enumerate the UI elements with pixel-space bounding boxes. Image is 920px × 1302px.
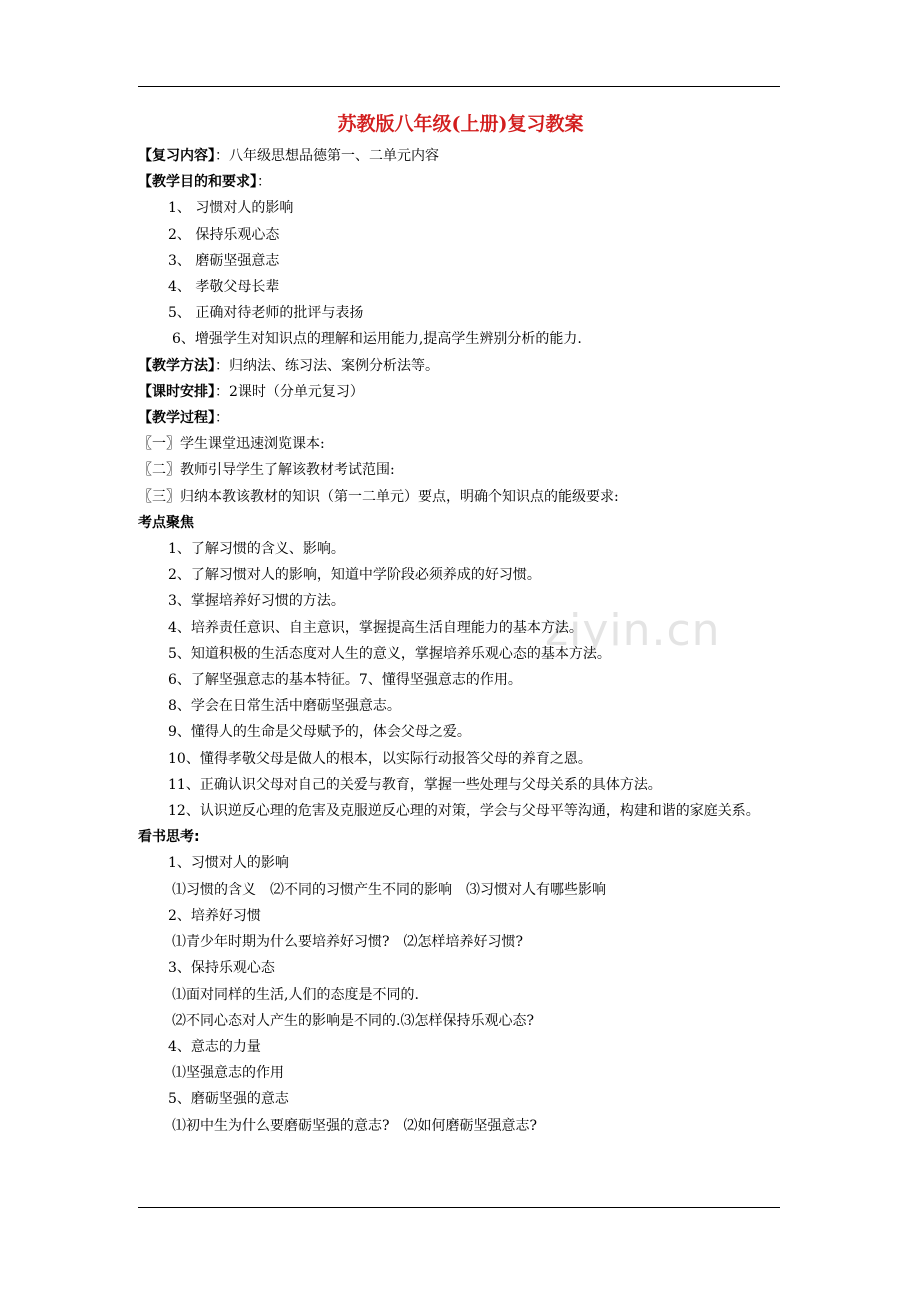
focus-item: 6、了解坚强意志的基本特征。7、懂得坚强意志的作用。: [168, 672, 522, 689]
reading-question: ⑶习惯对人有哪些影响: [466, 881, 606, 898]
reading-question: ⑴初中生为什么要磨砺坚强的意志?: [172, 1117, 390, 1134]
reading-question: ⑵不同心态对人产生的影响是不同的.⑶怎样保持乐观心态?: [172, 1012, 534, 1029]
focus-item: 5、知道积极的生活态度对人生的意义，掌握培养乐观心态的基本方法。: [168, 645, 611, 662]
reading-topic: 3、保持乐观心态: [168, 960, 275, 977]
focus-item: 2、了解习惯对人的影响，知道中学阶段必须养成的好习惯。: [168, 567, 541, 584]
review-content-line: [138, 143, 783, 169]
process-colon: ：: [215, 410, 229, 427]
process-label: 【教学过程】: [138, 410, 215, 427]
footer-rule: [138, 1207, 780, 1208]
reading-question: ⑵如何磨砺坚强意志?: [403, 1117, 538, 1134]
focus-item: 10、懂得孝敬父母是做人的根本，以实际行动报答父母的养育之恩。: [168, 750, 592, 767]
goal-item: 3、 磨砺坚强意志: [168, 252, 280, 269]
process-step: 〖二〗教师引导学生了解该教材考试范围:: [138, 462, 395, 479]
goal-item: 4、 孝敬父母长辈: [168, 279, 280, 296]
focus-item: 1、了解习惯的含义、影响。: [168, 541, 345, 558]
document-body: [138, 110, 783, 1139]
focus-item: 3、掌握培养好习惯的方法。: [168, 593, 345, 610]
method-text: ：归纳法、练习法、案例分析法等。: [215, 357, 439, 374]
review-content-text: ：八年级思想品德第一、二单元内容: [215, 148, 439, 164]
reading-questions: [138, 1113, 783, 1139]
goal-item: 2、 保持乐观心态: [168, 226, 280, 243]
focus-heading: 考点聚焦: [138, 514, 194, 531]
focus-item: 9、懂得人的生命是父母赋予的，体会父母之爱。: [168, 724, 471, 741]
focus-item: 12、认识逆反心理的危害及克服逆反心理的对策，学会与父母平等沟通，构建和谐的家庭关系。: [168, 803, 760, 820]
method-line: [138, 353, 783, 379]
method-label: 【教学方法】: [138, 357, 215, 374]
focus-item: 11、正确认识父母对自己的关爱与教育，掌握一些处理与父母关系的具体方法。: [168, 776, 662, 793]
reading-questions: [138, 929, 783, 955]
review-content-label: 【复习内容】: [138, 148, 215, 164]
reading-topic: 2、培养好习惯: [168, 907, 261, 924]
time-line: [138, 379, 783, 405]
reading-question: ⑴坚强意志的作用: [172, 1065, 284, 1082]
goals-colon: ：: [257, 174, 271, 191]
reading-question: ⑴面对同样的生活,人们的态度是不同的.: [172, 986, 419, 1003]
focus-item: 8、学会在日常生活中磨砺坚强意志。: [168, 698, 401, 715]
watermark: ziyin.cn: [545, 605, 721, 656]
reading-question: ⑴习惯的含义: [172, 881, 256, 898]
time-label: 【课时安排】: [138, 383, 215, 400]
time-text: ：2课时（分单元复习）: [215, 383, 364, 400]
reading-questions: [138, 877, 783, 903]
reading-question: ⑵不同的习惯产生不同的影响: [270, 881, 452, 898]
reading-topic: 4、意志的力量: [168, 1038, 261, 1055]
goal-item: 5、 正确对待老师的批评与表扬: [168, 305, 364, 322]
goal-item: 6、增强学生对知识点的理解和运用能力,提高学生辨别分析的能力.: [172, 331, 582, 348]
reading-question: ⑵怎样培养好习惯?: [403, 934, 524, 951]
goals-heading: [138, 169, 783, 195]
process-step: 〖一〗学生课堂迅速浏览课本:: [138, 436, 325, 453]
header-rule: [138, 86, 780, 87]
focus-item: 4、培养责任意识、自主意识，掌握提高生活自理能力的基本方法。: [168, 619, 583, 636]
goals-label: 【教学目的和要求】: [138, 174, 257, 191]
page-title: 苏教版八年级(上册)复习教案: [337, 113, 584, 135]
reading-topic: 1、习惯对人的影响: [168, 855, 289, 872]
goal-item: 1、 习惯对人的影响: [168, 200, 294, 217]
reading-topic: 5、磨砺坚强的意志: [168, 1091, 289, 1108]
process-heading: [138, 405, 783, 431]
reading-heading: 看书思考:: [138, 829, 200, 846]
reading-question: ⑴青少年时期为什么要培养好习惯?: [172, 934, 390, 951]
process-step: 〖三〗归纳本教该教材的知识（第一二单元）要点，明确个知识点的能级要求:: [138, 488, 619, 505]
